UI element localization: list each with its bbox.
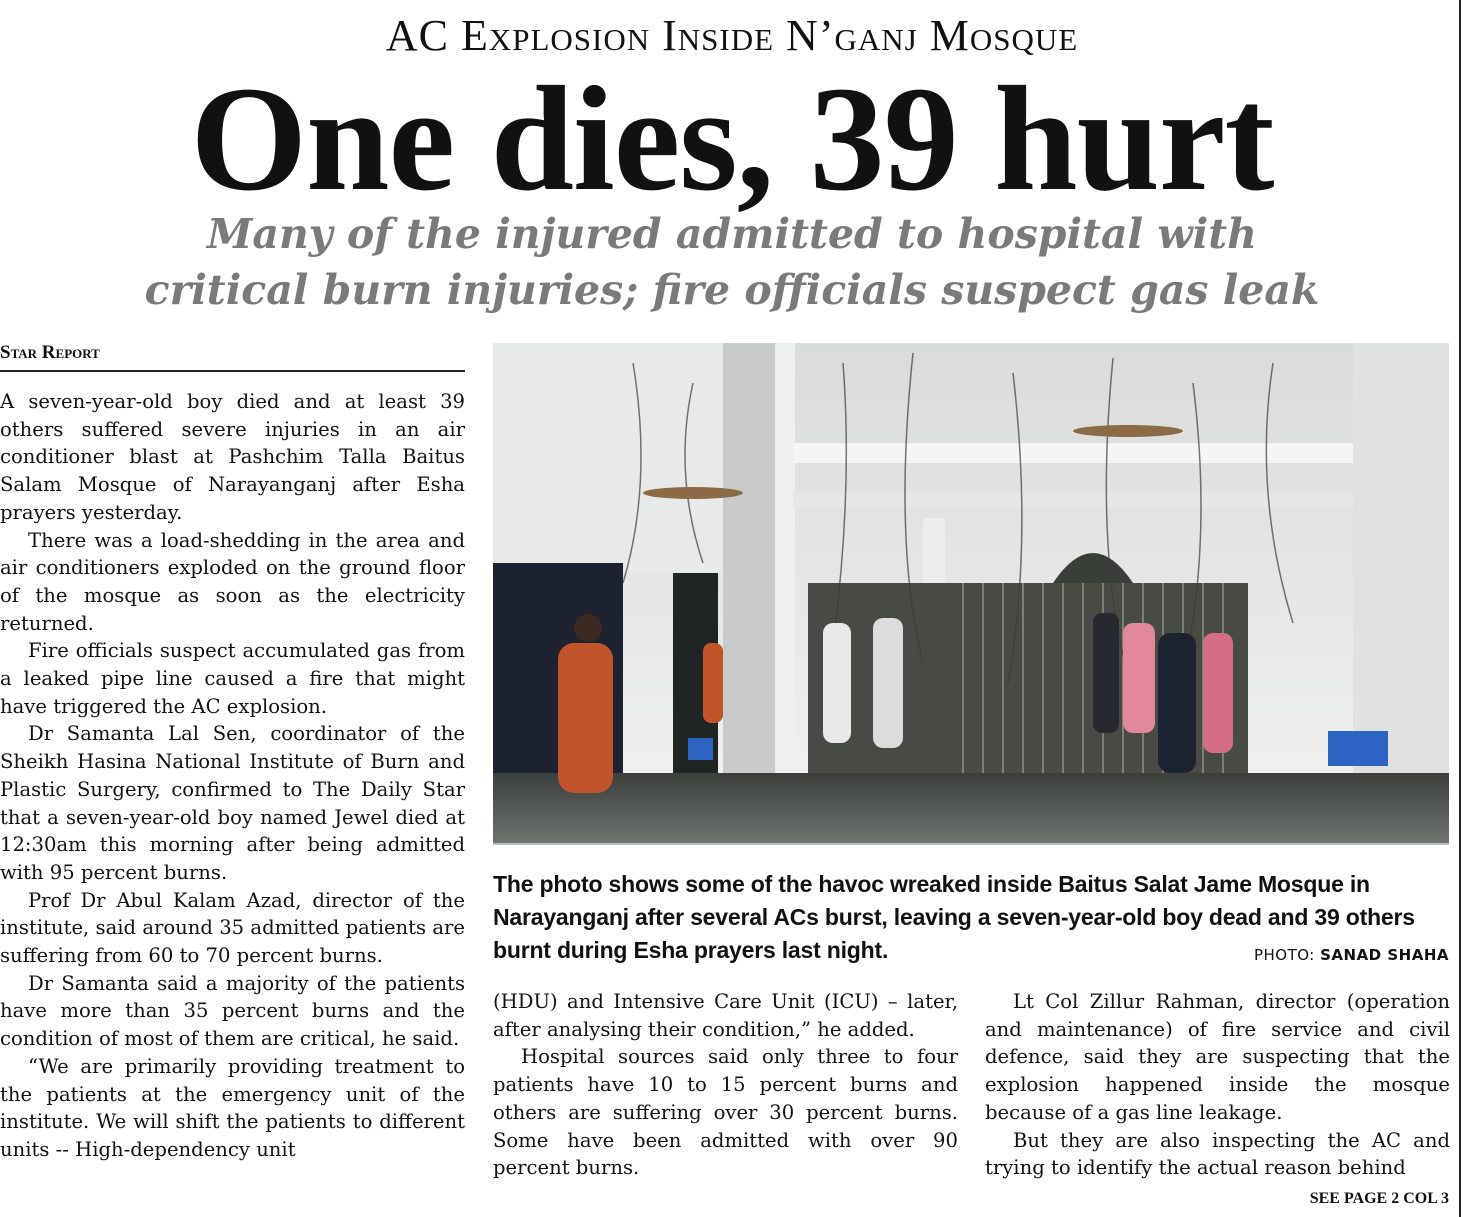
kicker: AC Explosion Inside N’ganj Mosque	[385, 11, 1079, 60]
paragraph: Prof Dr Abul Kalam Azad, director of the institute, said around 35 admitted patients are suffering from 60 to 70 percent burns.	[0, 888, 465, 968]
caption-rule	[493, 843, 1449, 845]
paragraph: A seven-year-old boy died and at least 39 others suffered severe injuries in an air conditioner blast at Pashchim Talla Baitus Salam Mosque of Narayanganj after Esha prayers yesterday.	[0, 390, 465, 524]
paragraph: (HDU) and Intensive Care Unit (ICU) – later, after analysing their condition,” he added.	[493, 990, 958, 1041]
byline: Star Report	[0, 342, 100, 363]
photo-credit-name: SANAD SHAHA	[1320, 946, 1449, 964]
paragraph: Dr Samanta Lal Sen, coordinator of the Sheikh Hasina National Institute of Burn and Plastic Surgery, confirmed to The Daily Star that a seven-year-old boy named Jewel died at 12:30am this morning after being admitted with 95 percent burns.	[0, 722, 465, 884]
photo-credit	[1150, 944, 1449, 966]
article-column-1	[0, 388, 465, 1164]
paragraph: There was a load-shedding in the area and air conditioners exploded on the ground floor of the mosque as soon as the electricity returned.	[0, 528, 465, 635]
paragraph: Fire officials suspect accumulated gas from a leaked pipe line caused a fire that might have triggered the AC explosion.	[0, 639, 465, 718]
photo-caption: The photo shows some of the havoc wreaked inside Baitus Salat Jame Mosque in Narayanganj after several ACs burst, leaving a seven-year-old boy dead and 39 others burnt during Esha prayers last night.	[493, 871, 1415, 963]
news-photo	[493, 343, 1449, 843]
subhead: Many of the injured admitted to hospital with critical burn injuries; fire officials suspect gas leak	[144, 210, 1320, 314]
byline-rule	[0, 370, 465, 372]
paragraph: Dr Samanta said a majority of the patients have more than 35 percent burns and the condition of most of them are critical, he said.	[0, 971, 465, 1051]
paragraph: “We are primarily providing treatment to the patients at the emergency unit of the institute. We will shift the patients to different units -- High-dependency unit	[0, 1054, 465, 1161]
headline: One dies, 39 hurt	[190, 56, 1274, 222]
paragraph: But they are also inspecting the AC and trying to identify the actual reason behind	[985, 1128, 1450, 1180]
photo-credit-label: PHOTO:	[1253, 946, 1315, 964]
article-column-3	[985, 988, 1450, 1182]
mosque-damage-photo	[493, 343, 1449, 843]
paragraph: Hospital sources said only three to four patients have 10 to 15 percent burns and others are suffering over 30 percent burns. Some have been admitted with over 90 percent burns.	[493, 1045, 958, 1180]
article-column-2	[493, 988, 958, 1182]
paragraph: Lt Col Zillur Rahman, director (operation and maintenance) of fire service and civil defence, said they are suspecting that the explosion happened inside the mosque because of a gas line leakage.	[985, 990, 1450, 1124]
jump-line: SEE PAGE 2 COL 3	[1309, 1190, 1449, 1207]
